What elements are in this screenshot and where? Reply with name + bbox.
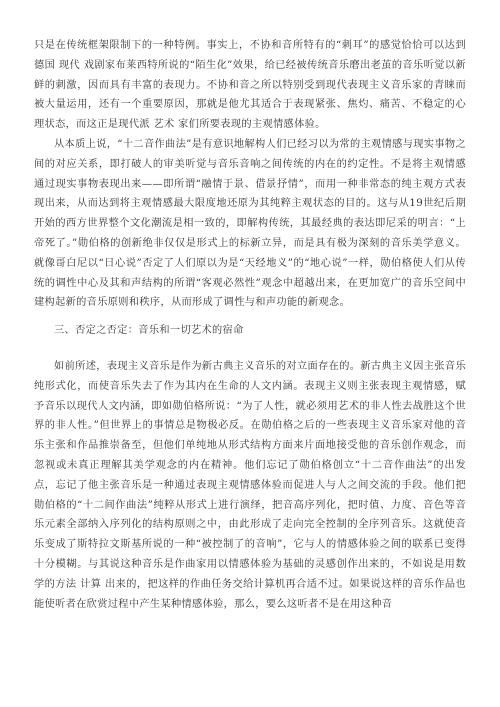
- spacer: [34, 341, 466, 357]
- paragraph-3: 如前所述，表现主义音乐是作为新古典主义音乐的对立面存在的。新古典主义因主张音乐纯形式化，而使音乐失去了作为其内在生命的人文内涵。表现主义则主张表现主观情感，赋予音乐以现代人文内涵，即如勋伯格所说：“为了人性，就必须用艺术的非人性去战胜这个世界的非人性。”但世界上的事情总是物极必反。在勋伯格之后的一些表现主义音乐家对他的音乐主张和作品推崇备至，但他们单纯地从形式结构方面来片面地接受他的音乐创作观念，而忽视或未真正理解其美学观念的内在精神。他们忘记了勋伯格创立“十二音作曲法”的出发点，忘记了他主张音乐是一种通过表现主观情感体验而促进人与人之间交流的手段。他们把勋伯格的“十二间作曲法”纯粹从形式上进行演绎，把音高序列化，把时值、力度、音色等音乐元素全部纳入序列化的结构原则之中，由此形成了走向完全控制的全序列音乐。这就使音乐变成了斯特拉文斯基所说的一种“被控制了的音响”，它与人的情感体验之间的联系已变得十分模糊。与其说这种音乐是作曲家用以情感体验为基础的灵感创作出来的，不如说是用数学的方法 计算 出来的，把这样的作曲任务交给计算机再合适不过。如果说这样的音乐作品也能使听者在欣赏过程中产生某种情感体验，那么，要么这听者不是在用这种音: [34, 360, 466, 610]
- section-heading: 三、否定之否定：音乐和一切艺术的宿命: [54, 325, 244, 337]
- document-page: [34, 36, 466, 614]
- paragraph-2: 从本质上说，“十二音作曲法”是有意识地解构人们已经习以为常的主观情感与现实事物之间的对应关系，即打破人的审美听觉与音乐音响之间传统的内在的约定性。不是将主观情感通过现实事物表现出来——即所谓“融情于景、借景抒情”，而用一种非常态的纯主观方式表现出来，从而达到将主观情感最大限度地还原为其纯粹主观状态的目的。这与从19世纪后期开始的西方世界整个文化潮流是相一致的，即解构传统，其最经典的表达即尼采的明言：“上帝死了。”勋伯格的创新绝非仅仅是形式上的标新立异，而是具有极为深刻的音乐美学意义。就像哥白尼以“日心说”否定了人们原以为是“天经地义”的“地心说”一样，勋伯格使人们从传统的调性中心及其和声结构的所谓“客观必然性”观念中超越出来，在更加宽广的音乐空间中建构起新的音乐原则和秩序，从而形成了调性与和声功能的新观念。: [34, 138, 466, 309]
- paragraph-1: 只是在传统框架限制下的一种特例。事实上，不协和音所特有的“刺耳”的感觉恰恰可以达到德国 现代 戏剧家布莱西特所说的“陌生化”效果，给已经被传统音乐磨出老茧的音乐听觉以新鲜的刺激，因而具有丰富的表现力。不协和音之所以特别受到现代表现主义音乐家的青睐而被大量运用，还有一个重要原因，那就是他尤其适合于表现紧张、焦灼、痛苦、不稳定的心理状态，而这正是现代派 艺术 家们所要表现的主观情感体验。: [34, 40, 466, 131]
- spacer: [34, 313, 466, 321]
